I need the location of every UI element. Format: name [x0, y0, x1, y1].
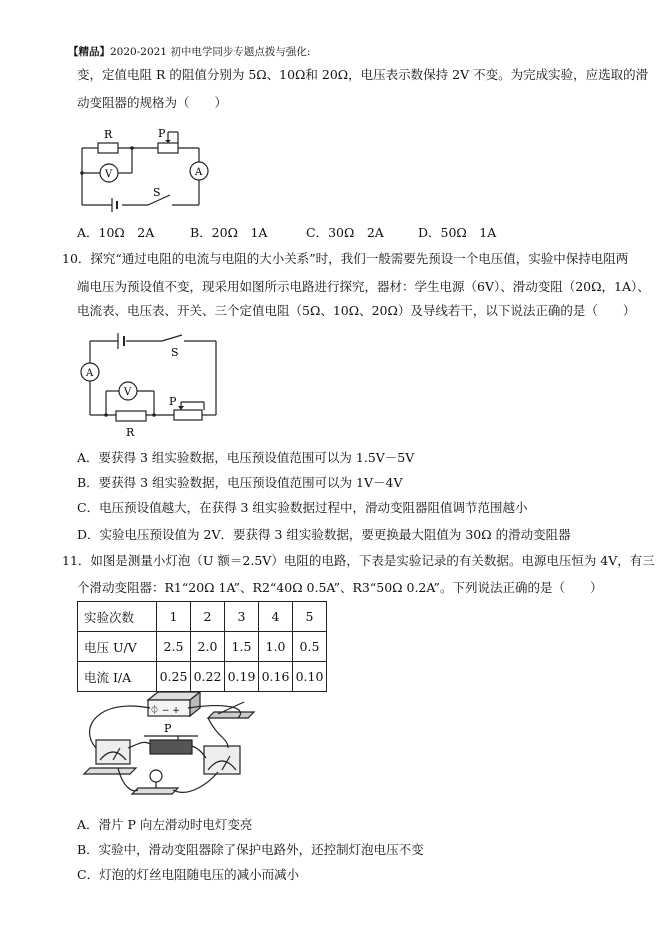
q9-option-a: A．10Ω 2A [77, 225, 155, 240]
table-cell: 0.10 [293, 662, 327, 692]
q10-option-d: D．实验电压预设值为 2V．要获得 3 组实验数据，要更换最大阻值为 30Ω 的滑动变阻器 [77, 527, 571, 542]
q9-label-p: P [158, 127, 166, 140]
q10-line1: 10．探究“通过电阻的电流与电阻的大小关系”时，我们一般需要先预设一个电压值，实验中保持电阻两 [62, 251, 629, 266]
table-cell: 0.5 [293, 632, 327, 662]
q11-label-p: P [164, 722, 172, 735]
q9-label-v: V [105, 169, 113, 180]
table-cell: 2 [191, 602, 225, 632]
q10-label-r: R [126, 426, 135, 439]
q9-circuit-diagram [70, 118, 220, 213]
q9-label-a: A [195, 167, 203, 178]
header-text: 2020-2021 初中电学同步专题点拨与强化: [110, 46, 311, 58]
table-cell: 5 [293, 602, 327, 632]
q10-line3: 电流表、电压表、开关、三个定值电阻（5Ω、10Ω、20Ω）及导线若干，以下说法正确的是（ ） [77, 303, 636, 318]
q11-data-table [77, 601, 327, 692]
table-cell: 实验次数 [78, 602, 157, 632]
table-cell: 0.25 [157, 662, 191, 692]
table-row [78, 662, 327, 692]
table-cell: 电流 I/A [78, 662, 157, 692]
header-brand: 【精品】 [68, 46, 110, 58]
q10-label-s: S [171, 346, 179, 359]
q9-option-d: D．50Ω 1A [418, 225, 497, 240]
table-cell: 0.22 [191, 662, 225, 692]
q11-power-supply-label: ⏀ − + [150, 706, 180, 716]
q9-option-c: C．30Ω 2A [306, 225, 384, 240]
q11-option-c: C．灯泡的灯丝电阻随电压的减小而减小 [77, 867, 300, 882]
q9-option-b: B．20Ω 1A [190, 225, 268, 240]
q10-circuit-diagram [76, 333, 226, 441]
table-cell: 1.5 [225, 632, 259, 662]
table-cell: 电压 U/V [78, 632, 157, 662]
table-cell: 2.5 [157, 632, 191, 662]
q10-label-v: V [124, 387, 132, 398]
q10-option-a: A．要获得 3 组实验数据，电压预设值范围可以为 1.5V－5V [77, 450, 415, 465]
table-row [78, 602, 327, 632]
q11-line1: 11．如图是测量小灯泡（U 额＝2.5V）电阻的电路，下表是实验记录的有关数据。电源电压恒为 4V，有三 [62, 553, 655, 568]
page-header [68, 44, 310, 59]
q10-option-c: C．电压预设值越大，在获得 3 组实验数据过程中，滑动变阻器阻值调节范围越小 [77, 500, 528, 515]
table-cell: 3 [225, 602, 259, 632]
q9-label-s: S [153, 186, 161, 199]
table-row [78, 632, 327, 662]
q9-label-r: R [104, 128, 113, 141]
table-cell: 2.0 [191, 632, 225, 662]
q11-option-b: B．实验中，滑动变阻器除了保护电路外，还控制灯泡电压不变 [77, 842, 424, 857]
q11-line2: 个滑动变阻器：R1“20Ω 1A”、R2“40Ω 0.5A”、R3“50Ω 0.2A”。下列说法正确的是（ ） [77, 580, 603, 595]
table-cell: 0.19 [225, 662, 259, 692]
q10-option-b: B．要获得 3 组实验数据，电压预设值范围可以为 1V－4V [77, 475, 403, 490]
q11-apparatus-diagram [78, 688, 278, 803]
q10-label-p: P [169, 395, 177, 408]
q9-line2: 动变阻器的规格为（ ） [77, 95, 228, 110]
q9-line1: 变，定值电阻 R 的阻值分别为 5Ω、10Ω和 20Ω，电压表示数保持 2V 不变。为完成实验，应选取的滑 [77, 67, 649, 82]
q10-label-a: A [86, 368, 94, 379]
table-cell: 4 [259, 602, 293, 632]
table-cell: 0.16 [259, 662, 293, 692]
table-cell: 1 [157, 602, 191, 632]
table-cell: 1.0 [259, 632, 293, 662]
q11-option-a: A．滑片 P 向左滑动时电灯变亮 [77, 817, 253, 832]
q10-line2: 端电压为预设值不变，现采用如图所示电路进行探究，器材：学生电源（6V）、滑动变阻（20Ω，1A）、 [77, 279, 650, 294]
